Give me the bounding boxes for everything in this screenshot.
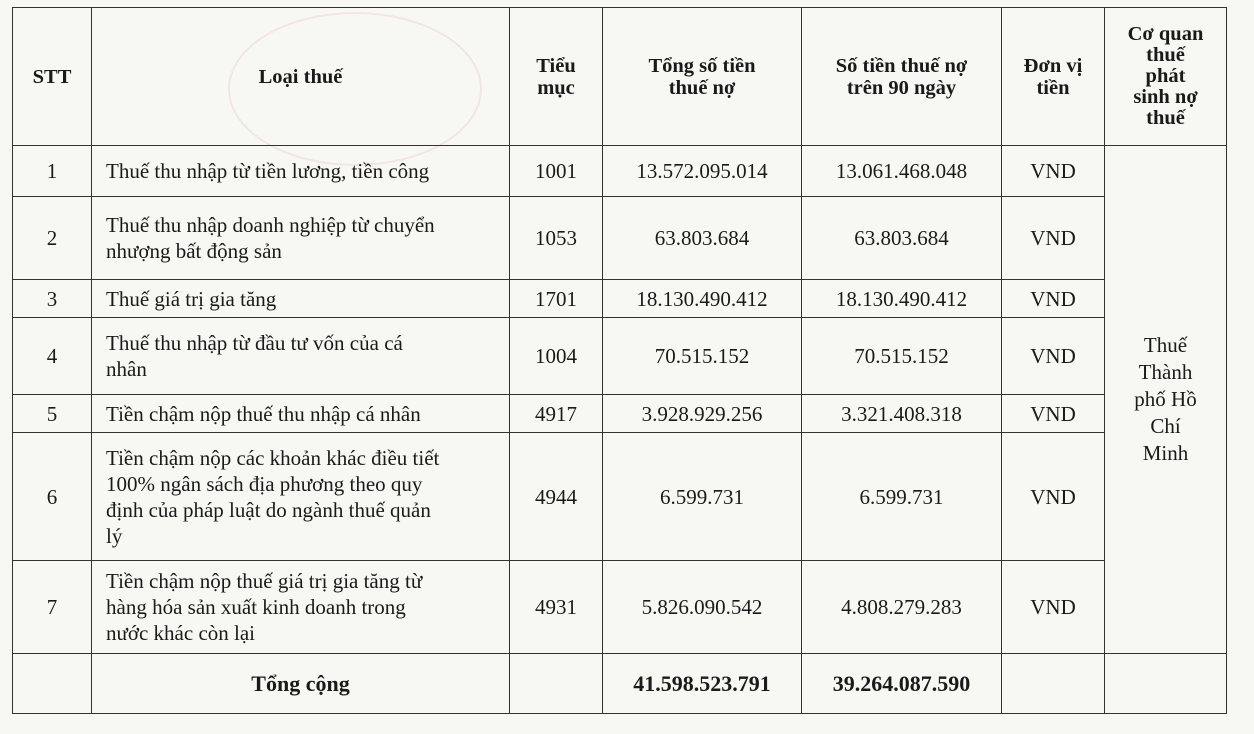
- cell-total-debt: 3.928.929.256: [603, 395, 802, 433]
- cell-total-debt: 13.572.095.014: [603, 146, 802, 197]
- cell-debt-over-90: 63.803.684: [802, 197, 1002, 280]
- total-empty-stt-cell: [13, 654, 92, 714]
- cell-debt-over-90: 18.130.490.412: [802, 280, 1002, 318]
- cell-debt-over-90: 6.599.731: [802, 433, 1002, 561]
- total-empty-agency-cell: [1105, 654, 1227, 714]
- cell-stt: 7: [13, 561, 92, 654]
- cell-total-debt: 70.515.152: [603, 318, 802, 395]
- cell-currency: VND: [1002, 280, 1105, 318]
- cell-debt-over-90: 70.515.152: [802, 318, 1002, 395]
- tax-debt-document: [12, 7, 1227, 714]
- cell-stt: 6: [13, 433, 92, 561]
- cell-currency: VND: [1002, 318, 1105, 395]
- total-debt-over-90-sum: 39.264.087.590: [802, 654, 1002, 714]
- cell-total-debt: 18.130.490.412: [603, 280, 802, 318]
- table-row: [13, 146, 1227, 197]
- cell-tax-agency: Thuế Thành phố Hồ Chí Minh: [1105, 146, 1227, 654]
- total-label: Tổng cộng: [92, 654, 510, 714]
- tax-debt-table: [12, 7, 1227, 714]
- cell-stt: 4: [13, 318, 92, 395]
- cell-debt-over-90: 3.321.408.318: [802, 395, 1002, 433]
- cell-stt: 1: [13, 146, 92, 197]
- cell-stt: 2: [13, 197, 92, 280]
- cell-tax-type: Tiền chậm nộp các khoản khác điều tiết 100% ngân sách địa phương theo quy định của pháp luật do ngành thuế quản lý: [92, 433, 510, 561]
- cell-currency: VND: [1002, 395, 1105, 433]
- cell-total-debt: 63.803.684: [603, 197, 802, 280]
- header-debt-over-90-days: Số tiền thuế nợ trên 90 ngày: [802, 8, 1002, 146]
- header-total-debt: Tổng số tiền thuế nợ: [603, 8, 802, 146]
- cell-stt: 5: [13, 395, 92, 433]
- header-tax-type: Loại thuế: [92, 8, 510, 146]
- header-tax-agency: Cơ quan thuế phát sinh nợ thuế: [1105, 8, 1227, 146]
- cell-tax-type: Tiền chậm nộp thuế giá trị gia tăng từ hàng hóa sản xuất kinh doanh trong nước khác còn lại: [92, 561, 510, 654]
- cell-sub-item: 1701: [510, 280, 603, 318]
- table-row: [13, 318, 1227, 395]
- cell-total-debt: 5.826.090.542: [603, 561, 802, 654]
- cell-currency: VND: [1002, 197, 1105, 280]
- cell-currency: VND: [1002, 146, 1105, 197]
- table-row: [13, 433, 1227, 561]
- cell-debt-over-90: 4.808.279.283: [802, 561, 1002, 654]
- table-header-row: [13, 8, 1227, 146]
- cell-sub-item: 1004: [510, 318, 603, 395]
- cell-sub-item: 1053: [510, 197, 603, 280]
- header-sub-item: Tiểu mục: [510, 8, 603, 146]
- cell-debt-over-90: 13.061.468.048: [802, 146, 1002, 197]
- cell-stt: 3: [13, 280, 92, 318]
- cell-total-debt: 6.599.731: [603, 433, 802, 561]
- cell-sub-item: 4917: [510, 395, 603, 433]
- header-stt: STT: [13, 8, 92, 146]
- total-empty-sub-item-cell: [510, 654, 603, 714]
- cell-sub-item: 1001: [510, 146, 603, 197]
- cell-tax-type: Thuế giá trị gia tăng: [92, 280, 510, 318]
- table-row: [13, 197, 1227, 280]
- cell-currency: VND: [1002, 561, 1105, 654]
- total-row: [13, 654, 1227, 714]
- table-row: [13, 395, 1227, 433]
- header-currency: Đơn vị tiền: [1002, 8, 1105, 146]
- table-row: [13, 280, 1227, 318]
- table-row: [13, 561, 1227, 654]
- cell-sub-item: 4931: [510, 561, 603, 654]
- total-debt-sum: 41.598.523.791: [603, 654, 802, 714]
- cell-tax-type: Tiền chậm nộp thuế thu nhập cá nhân: [92, 395, 510, 433]
- cell-currency: VND: [1002, 433, 1105, 561]
- cell-tax-type: Thuế thu nhập từ đầu tư vốn của cá nhân: [92, 318, 510, 395]
- cell-tax-type: Thuế thu nhập từ tiền lương, tiền công: [92, 146, 510, 197]
- total-empty-currency-cell: [1002, 654, 1105, 714]
- cell-sub-item: 4944: [510, 433, 603, 561]
- cell-tax-type: Thuế thu nhập doanh nghiệp từ chuyển nhượng bất động sản: [92, 197, 510, 280]
